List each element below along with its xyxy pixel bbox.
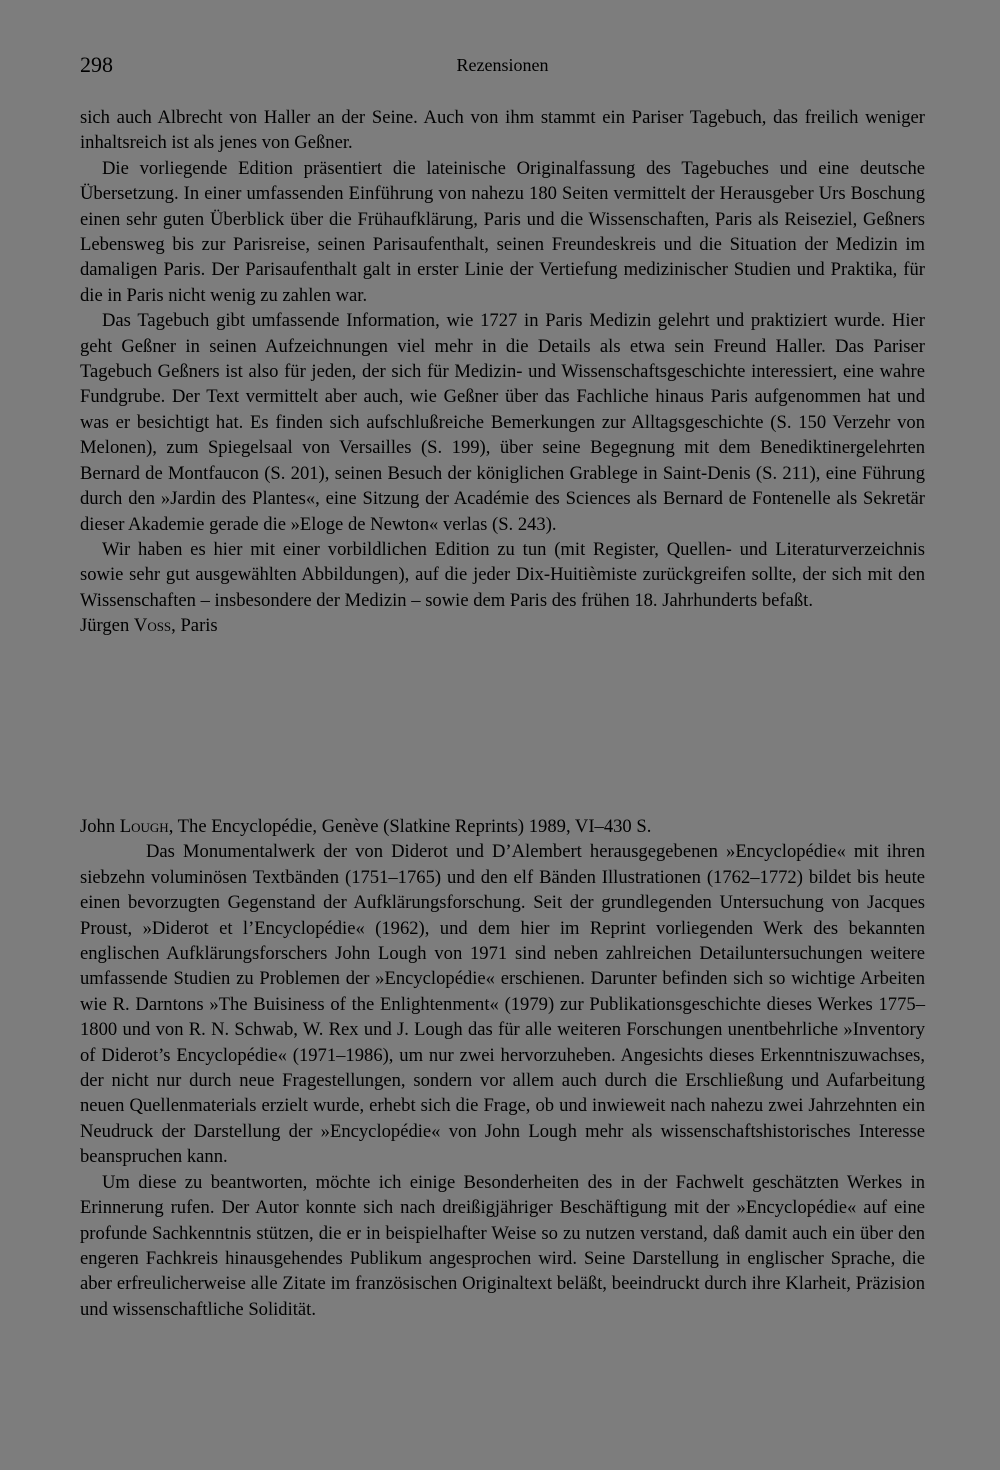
review-lough xyxy=(80,814,925,1322)
page-number: 298 xyxy=(80,52,113,77)
review1-paragraph-4: Wir haben es hier mit einer vorbildlichen Edition zu tun (mit Register, Quellen- und Literaturverzeichnis sowie sehr gut ausgewählten Abbildungen), auf die jeder Dix-Huitièmiste zurückgreifen sollte, der sich mit den Wissenschaften – insbesondere der Medizin – sowie dem Paris des frühen 18. Jahrhunderts befaßt. xyxy=(80,538,925,611)
review1-paragraph-3: Das Tagebuch gibt umfassende Information, wie 1727 in Paris Medizin gelehrt und praktiziert wurde. Hier geht Geßner in seinen Aufzeichnungen viel mehr in die Details als etwa sein Freund Haller. Das Pariser Tagebuch Geßners ist also für jeden, der sich für Medizin- und Wissenschaftsgeschichte interessiert, eine wahre Fundgrube. Der Text vermittelt aber auch, wie Geßner über das Fachliche hinaus Paris aufgenommen hat und was er besichtigt hat. Es finden sich aufschlußreiche Bemerkungen zur Alltagsgeschichte (S. 150 Verzehr von Melonen), zum Spiegelsaal von Versailles (S. 199), über seine Begegnung mit dem Benediktinergelehrten Bernard de Montfaucon (S. 201), seinen Besuch der königlichen Grablege in Saint-Denis (S. 211), eine Führung durch den »Jardin des Plantes«, eine Sitzung der Académie des Sciences als Bernard de Fontenelle als Sekretär dieser Akademie gerade die »Eloge de Newton« verlas (S. 243). xyxy=(80,310,925,535)
review-voss xyxy=(80,105,925,639)
review2-title xyxy=(80,814,925,839)
signature-surname: Voss xyxy=(133,615,172,637)
review2-title-rest: , The Encyclopédie, Genève (Slatkine Reprints) 1989, VI–430 S. xyxy=(168,816,652,837)
review2-author-last: Lough xyxy=(119,816,169,837)
signature-place: , Paris xyxy=(171,615,218,637)
running-title: Rezensionen xyxy=(456,55,549,75)
review1-signature xyxy=(80,613,925,638)
review1-paragraph-2: Die vorliegende Edition präsentiert die lateinische Originalfassung des Tagebuches und eine deutsche Übersetzung. In einer umfassenden Einführung von nahezu 180 Seiten vermittelt der Herausgeber Urs Boschung einen sehr guten Überblick über die Frühaufklärung, Paris und die Wissenschaften, Paris als Reiseziel, Geßners Lebensweg bis zur Parisreise, seinen Parisaufenthalt, seinen Freundeskreis und die Situation der Medizin im damaligen Paris. Der Parisaufenthalt galt in erster Linie der Vertiefung medizinischer Studien und Praktika, für die in Paris nicht wenig zu zahlen war. xyxy=(80,157,925,306)
signature-name: Jürgen xyxy=(80,615,134,637)
review1-paragraph-1: sich auch Albrecht von Haller an der Seine. Auch von ihm stammt ein Pariser Tagebuch, das freilich weniger inhaltsreich ist als jenes von Geßner. xyxy=(80,107,925,154)
review2-author-first: John xyxy=(80,816,120,837)
page-header xyxy=(80,52,925,82)
review2-paragraph-1: Das Monumentalwerk der von Diderot und D’Alembert herausgegebenen »Encyclopédie« mit ihren siebzehn voluminösen Textbänden (1751–1765) und den elf Bänden Illustrationen (1762–1772) bildet bis heute einen bevorzugten Gegenstand der Aufklärungsforschung. Seit der grundlegenden Untersuchung von Jacques Proust, »Diderot et l’Encyclopédie« (1962), und dem hier im Reprint vorliegenden Werk des bekannten englischen Aufklärungsforschers John Lough von 1971 sind neben zahlreichen Detailuntersuchungen weitere umfassende Studien zu Problemen der »Encyclopédie« erschienen. Darunter befinden sich so wichtige Arbeiten wie R. Darntons »The Buisiness of the Enlightenment« (1979) zur Publikationsgeschichte dieses Werkes 1775–1800 und von R. N. Schwab, W. Rex und J. Lough das für alle weiteren Forschungen unentbehrliche »Inventory of Diderot’s Encyclopédie« (1971–1986), um nur zwei hervorzuheben. Angesichts dieses Erkenntniszuwachses, der nicht nur durch neue Fragestellungen, sondern vor allem auch durch die Erschließung und Aufarbeitung neuen Quellenmaterials erzielt wurde, erhebt sich die Frage, ob und inwieweit nach nahezu zwei Jahrzehnten ein Neudruck der Darstellung der »Encyclopédie« von John Lough mehr als wissenschaftshistorisches Interesse beanspruchen kann. xyxy=(80,841,925,1168)
review2-paragraph-2: Um diese zu beantworten, möchte ich einige Besonderheiten des in der Fachwelt geschätzten Werkes in Erinnerung rufen. Der Autor konnte sich nach dreißigjähriger Beschäftigung mit der »Encyclopédie« auf eine profunde Sachkenntnis stützen, die er in beispielhafter Weise so zu nutzen verstand, daß damit auch ein über den engeren Fachkreis hinausgehendes Publikum angesprochen wird. Seine Darstellung in englischer Sprache, die aber erfreulicherweise alle Zitate im französischen Originaltext beläßt, beeindruckt durch ihre Klarheit, Präzision und wissenschaftliche Solidität. xyxy=(80,1171,925,1320)
